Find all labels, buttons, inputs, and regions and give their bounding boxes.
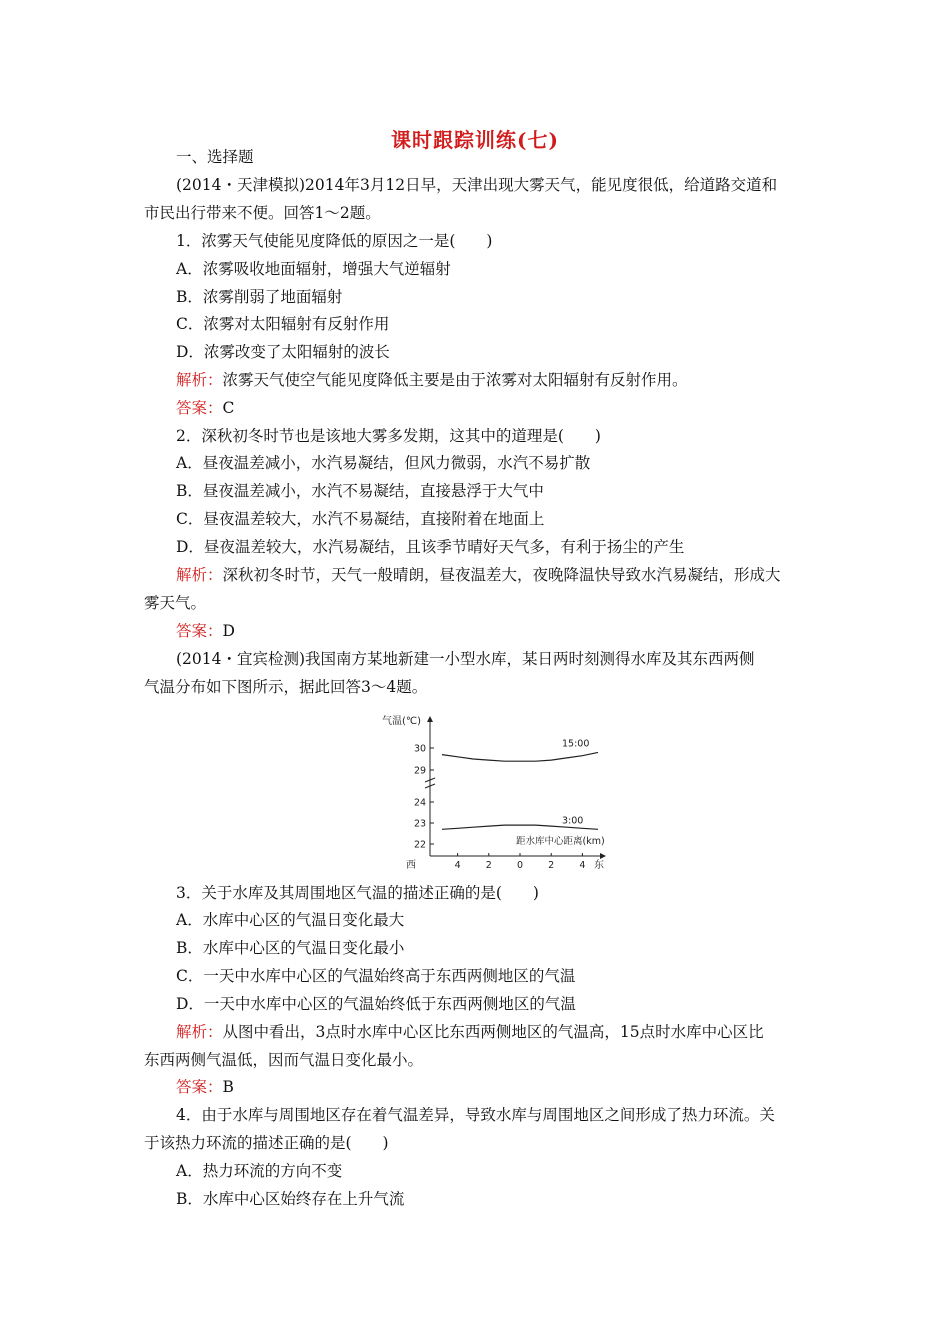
analysis-text: 从图中看出，3点时水库中心区比东西两侧地区的气温高，15点时水库中心区比 [222,1023,764,1041]
x-tick-label: 4 [579,860,586,871]
section-heading: 一、选择题 [176,148,254,166]
analysis-text: 浓雾天气使空气能见度降低主要是由于浓雾对太阳辐射有反射作用。 [222,371,688,389]
y-tick-label: 30 [413,743,427,755]
y-axis-arrow [427,716,433,722]
intro-1-line-2: 市民出行带来不便。回答1～2题。 [144,204,381,222]
q2-stem: 2．深秋初冬时节也是该地大雾多发期，这其中的道理是( ) [176,427,601,445]
q2-option-c: C．昼夜温差较大，水汽不易凝结，直接附着在地面上 [176,510,545,528]
series-label: 15:00 [562,738,590,750]
q2-option-b: B．昼夜温差减小，水汽不易凝结，直接悬浮于大气中 [176,482,544,500]
y-axis-label: 气温(℃) [382,716,422,727]
q1-option-b: B．浓雾削弱了地面辐射 [176,288,343,306]
analysis-label: 解析： [176,371,223,389]
q3-option-c: C．一天中水库中心区的气温始终高于东西两侧地区的气温 [176,967,576,985]
answer-label: 答案： [176,1078,223,1096]
q1-analysis [176,369,688,391]
y-tick-label: 22 [413,839,427,851]
q3-option-b: B．水库中心区的气温日变化最小 [176,939,405,957]
q2-analysis-line-1 [176,564,781,586]
q3-analysis-line-2: 东西两侧气温低，因而气温日变化最小。 [144,1051,424,1069]
answer-label: 答案： [176,399,223,417]
q1-option-c: C．浓雾对太阳辐射有反射作用 [176,315,390,333]
intro-2-line-1: (2014・宜宾检测)我国南方某地新建一小型水库，某日两时刻测得水库及其东西两侧 [176,650,755,668]
series-label: 3:00 [562,815,584,827]
analysis-text: 深秋初冬时节，天气一般晴朗，昼夜温差大，夜晚降温快导致水汽易凝结，形成大 [222,566,781,584]
answer-label: 答案： [176,622,223,640]
q3-option-a: A．水库中心区的气温日变化最大 [176,911,405,929]
temperature-chart [376,712,616,872]
tick-layer [414,744,585,872]
q2-option-d: D．昼夜温差较大，水汽易凝结，且该季节晴好天气多，有利于扬尘的产生 [176,538,685,556]
y-tick-label: 23 [413,818,427,830]
x-tick-label: 4 [454,860,461,871]
intro-1-line-1: (2014・天津模拟)2014年3月12日早，天津出现大雾天气，能见度很低，给道路交道和 [176,176,778,194]
q4-stem-line-1: 4．由于水库与周围地区存在着气温差异，导致水库与周围地区之间形成了热力环流。关 [176,1106,775,1124]
answer-value: B [222,1078,234,1096]
page-title: 课时跟踪训练(七) [391,128,559,152]
y-tick-label: 29 [413,765,427,777]
q3-stem: 3．关于水库及其周围地区气温的描述正确的是( ) [176,884,539,902]
y-tick-label: 24 [413,797,427,809]
x-axis-label: 距水库中心距离(km) [516,836,605,847]
q4-option-b: B．水库中心区始终存在上升气流 [176,1190,405,1208]
series-line-15-00 [442,752,598,761]
answer-value: D [222,622,235,640]
intro-2-line-2: 气温分布如下图所示，据此回答3～4题。 [144,678,428,696]
q3-option-d: D．一天中水库中心区的气温始终低于东西两侧地区的气温 [176,995,576,1013]
q2-analysis-line-2: 雾天气。 [144,594,207,612]
x-tick-label: 0 [516,860,524,871]
answer-value: C [222,399,235,417]
x-end-west: 西 [406,860,416,871]
analysis-label: 解析： [176,1023,223,1041]
q1-stem: 1．浓雾天气使能见度降低的原因之一是( ) [176,232,493,250]
analysis-label: 解析： [176,566,223,584]
q2-answer [176,620,235,642]
q3-answer [176,1076,234,1098]
q1-option-d: D．浓雾改变了太阳辐射的波长 [176,343,390,361]
q4-option-a: A．热力环流的方向不变 [176,1162,343,1180]
q4-stem-line-2: 于该热力环流的描述正确的是( ) [144,1134,389,1152]
x-tick-label: 2 [548,860,555,871]
x-tick-label: 2 [485,860,492,871]
q3-analysis-line-1 [176,1021,764,1043]
q2-option-a: A．昼夜温差减小，水汽易凝结，但风力微弱，水汽不易扩散 [176,454,591,472]
series-layer [442,738,598,829]
q1-option-a: A．浓雾吸收地面辐射，增强大气逆辐射 [176,260,451,278]
q1-answer [176,397,234,419]
x-axis-arrow [600,853,606,859]
x-end-east: 东 [594,860,604,871]
